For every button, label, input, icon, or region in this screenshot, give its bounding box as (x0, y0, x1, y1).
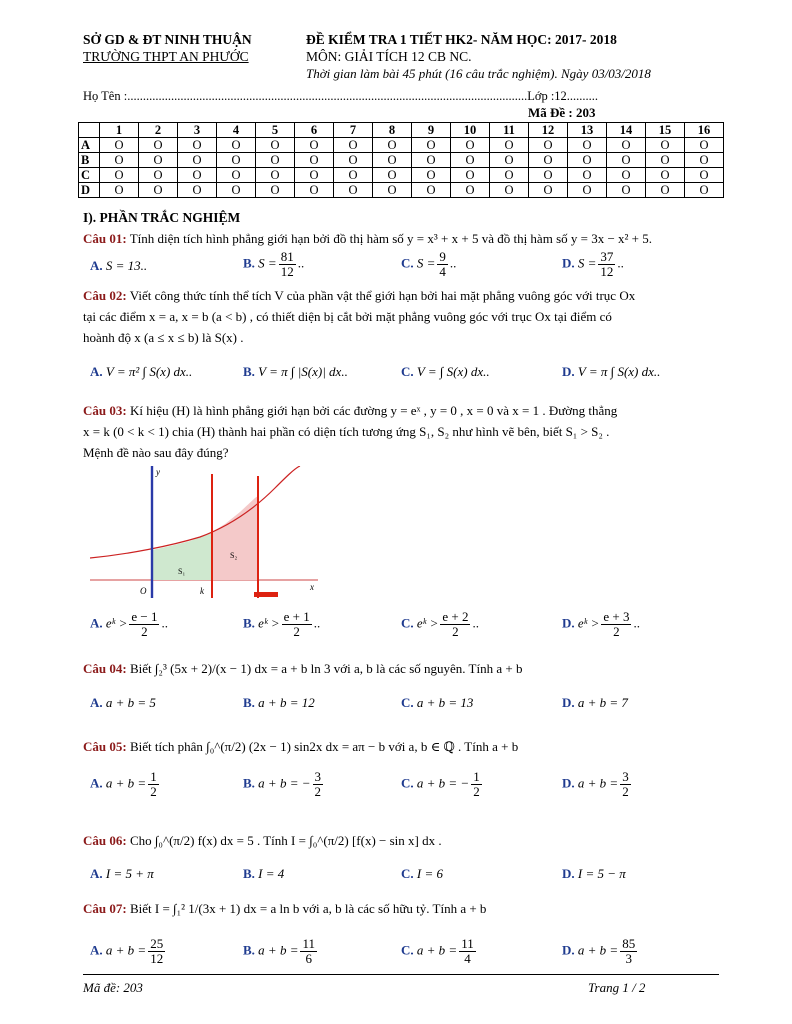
option-letter: C. (401, 255, 414, 271)
option-letter: B. (243, 364, 255, 379)
option-letter: C. (401, 615, 414, 631)
numerator: 85 (622, 936, 636, 951)
option-letter: B. (243, 775, 255, 791)
answer-bubble[interactable]: O (256, 183, 295, 198)
answer-bubble[interactable]: O (373, 183, 412, 198)
denominator: 2 (622, 784, 629, 799)
option-text: a + b = − (258, 775, 311, 791)
answer-bubble[interactable]: O (529, 153, 568, 168)
option-text: V = π ∫ S(x) dx.. (577, 364, 661, 379)
answer-bubble[interactable]: O (256, 153, 295, 168)
question-5 (83, 736, 719, 757)
answer-grid-header (79, 123, 724, 138)
q4-option-d[interactable] (562, 695, 628, 711)
question-1 (83, 228, 719, 249)
denominator: 12 (150, 951, 164, 966)
option-letter: A. (90, 258, 103, 273)
denominator: 12 (600, 264, 614, 279)
answer-bubble[interactable]: O (646, 138, 685, 153)
answer-bubble[interactable]: O (139, 153, 178, 168)
question-label: Câu 02: (83, 288, 127, 303)
answer-bubble[interactable]: O (529, 168, 568, 183)
grid-col-header: 15 (646, 123, 685, 138)
option-text: a + b = 12 (258, 695, 315, 710)
numerator: 9 (439, 249, 446, 264)
question-label: Câu 04: (83, 661, 127, 676)
origin-label: O (140, 586, 147, 596)
denominator: 4 (464, 951, 471, 966)
answer-bubble[interactable]: O (412, 168, 451, 183)
denominator: 2 (293, 624, 300, 639)
denominator: 2 (141, 624, 148, 639)
question-text: tại các điểm x = a, x = b (a < b) , có thiết diện bị cắt bởi mặt phẳng vuông góc với trục Ox tại điểm có (83, 309, 612, 324)
option-letter: D. (562, 695, 575, 710)
numerator: 3 (314, 769, 321, 784)
q1-option-c[interactable]: C. S = $\frac{9}{4}$ .. (401, 249, 457, 279)
q7-option-c[interactable] (401, 937, 478, 966)
grid-row-label: C (79, 168, 100, 183)
exam-time: Thời gian làm bài 45 phút (16 câu trắc nghiệm). Ngày 03/03/2018 (306, 66, 651, 81)
answer-bubble[interactable]: O (373, 168, 412, 183)
option-text: V = π² ∫ S(x) dx.. (105, 364, 193, 379)
q3-option-a[interactable]: A. eᵏ > $\frac{e - 1}{2}$ .. (90, 609, 168, 639)
fraction (598, 250, 615, 279)
fraction (620, 937, 637, 966)
answer-bubble[interactable]: O (451, 183, 490, 198)
option-text: eᵏ > (105, 615, 128, 631)
option-text: eᵏ > (258, 615, 280, 631)
option-letter: D. (562, 866, 575, 881)
question-text: Mệnh đề nào sau đây đúng? (83, 445, 229, 460)
option-text: a + b = 5 (105, 695, 156, 710)
option-text: a + b = (105, 942, 147, 958)
denominator: 2 (150, 784, 157, 799)
question-text: Biết ∫₂³ (5x + 2)/(x − 1) dx = a + b ln 3 với a, b là các số nguyên. Tính a + b (129, 661, 523, 676)
q7-option-d[interactable] (562, 937, 639, 966)
denominator: 2 (613, 624, 620, 639)
q1-option-a[interactable] (90, 258, 147, 274)
answer-bubble[interactable]: O (685, 183, 724, 198)
option-text: V = ∫ S(x) dx.. (416, 364, 490, 379)
option-letter: D. (562, 775, 575, 791)
answer-grid-row (79, 183, 724, 198)
option-letter: C. (401, 942, 414, 958)
question-3 (83, 400, 719, 463)
answer-bubble[interactable]: O (412, 183, 451, 198)
answer-bubble[interactable]: O (100, 153, 139, 168)
grid-col-header: 16 (685, 123, 724, 138)
option-text: a + b = 13 (416, 695, 474, 710)
grid-col-header: 7 (334, 123, 373, 138)
exam-code: Mã Đề : 203 (528, 105, 596, 120)
answer-bubble[interactable]: O (217, 168, 256, 183)
option-letter: C. (401, 364, 414, 379)
footer-exam-code: Mã đề: 203 (83, 980, 143, 995)
grid-col-header: 9 (412, 123, 451, 138)
exam-subject: MÔN: GIẢI TÍCH 12 CB NC. (306, 49, 472, 64)
answer-bubble[interactable]: O (607, 183, 646, 198)
question-label: Câu 01: (83, 231, 127, 246)
answer-bubble[interactable]: O (412, 138, 451, 153)
fraction (471, 770, 482, 799)
fraction (279, 250, 296, 279)
answer-bubble[interactable]: O (139, 168, 178, 183)
question-text: Kí hiệu (H) là hình phẳng giới hạn bởi các đường y = eˣ , y = 0 , x = 0 và x = 1 . Đường thẳng (129, 403, 618, 418)
question-text: Biết tích phân ∫₀^(π/2) (2x − 1) sin2x dx = aπ − b với a, b ∈ ℚ . Tính a + b (129, 739, 519, 754)
option-text: I = 5 + π (105, 866, 154, 881)
question-7 (83, 898, 719, 919)
denominator: 4 (439, 264, 446, 279)
option-text: I = 5 − π (577, 866, 626, 881)
numerator: 25 (150, 936, 164, 951)
answer-bubble[interactable]: O (451, 153, 490, 168)
grid-col-header: 3 (178, 123, 217, 138)
grid-col-header: 6 (295, 123, 334, 138)
option-letter: D. (562, 942, 575, 958)
option-text: S = (258, 255, 277, 271)
q6-option-b[interactable] (243, 866, 284, 882)
question-text: Tính diện tích hình phẳng giới hạn bởi đồ thị hàm số y = x³ + x + 5 và đồ thị hàm số y = 3x − x² + 5. (129, 231, 653, 246)
answer-bubble[interactable]: O (529, 138, 568, 153)
option-text: S = 13.. (105, 258, 148, 273)
answer-bubble[interactable]: O (568, 183, 607, 198)
question-6 (83, 830, 719, 851)
answer-bubble[interactable]: O (178, 168, 217, 183)
grid-col-header: 10 (451, 123, 490, 138)
option-letter: C. (401, 866, 414, 881)
option-text: a + b = (577, 942, 619, 958)
option-letter: D. (562, 364, 575, 379)
option-text: I = 6 (416, 866, 443, 881)
answer-bubble[interactable]: O (334, 153, 373, 168)
answer-bubble[interactable]: O (295, 168, 334, 183)
q5-option-d[interactable] (562, 770, 633, 799)
numerator: 1 (473, 769, 480, 784)
answer-bubble[interactable]: O (178, 138, 217, 153)
numerator: e + 3 (603, 609, 630, 624)
option-text: S = (416, 255, 436, 271)
option-text: a + b = (105, 775, 147, 791)
s1-label: S₁ (178, 567, 186, 576)
q2-option-a[interactable] (90, 364, 192, 380)
question-text: Biết I = ∫₁² 1/(3x + 1) dx = a ln b với a, b là các số hữu tỷ. Tính a + b (129, 901, 487, 916)
option-text: eᵏ > (577, 615, 600, 631)
grid-col-header: 11 (490, 123, 529, 138)
answer-bubble[interactable]: O (295, 183, 334, 198)
answer-bubble[interactable]: O (256, 138, 295, 153)
option-letter: C. (401, 695, 414, 710)
grid-col-header: 14 (607, 123, 646, 138)
answer-bubble[interactable]: O (490, 183, 529, 198)
fraction (282, 610, 312, 639)
x-axis-label: x (310, 582, 314, 592)
k-label: k (200, 586, 204, 596)
option-text: a + b = − (416, 775, 470, 791)
question-text: hoành độ x (a ≤ x ≤ b) là S(x) . (83, 330, 244, 345)
exam-title: ĐỀ KIỂM TRA 1 TIẾT HK2- NĂM HỌC: 2017- 2018 (306, 32, 617, 47)
answer-bubble[interactable]: O (646, 183, 685, 198)
option-letter: B. (243, 866, 255, 881)
option-text: a + b = (416, 942, 458, 958)
denominator: 2 (452, 624, 459, 639)
q4-option-c[interactable] (401, 695, 473, 711)
q5-option-c[interactable] (401, 770, 484, 799)
q3-option-d[interactable]: D. eᵏ > $\frac{e + 3}{2}$ .. (562, 609, 640, 639)
fraction (601, 610, 631, 639)
answer-bubble[interactable]: O (646, 153, 685, 168)
question-text: x = k (0 < k < 1) chia (H) thành hai phần có diện tích tương ứng S₁, S₂ như hình vẽ bên, biết S₁ > S₂ . (83, 424, 610, 439)
q5-option-b[interactable] (243, 770, 325, 799)
option-letter: A. (90, 866, 103, 881)
option-letter: B. (243, 255, 255, 271)
numerator: 1 (150, 769, 157, 784)
question-label: Câu 07: (83, 901, 127, 916)
numerator: e − 1 (131, 609, 158, 624)
option-letter: B. (243, 615, 255, 631)
fraction (437, 250, 448, 279)
answer-bubble[interactable]: O (373, 138, 412, 153)
answer-bubble[interactable]: O (178, 153, 217, 168)
answer-grid-row (79, 168, 724, 183)
option-letter: A. (90, 775, 103, 791)
grid-col-header: 5 (256, 123, 295, 138)
option-letter: B. (243, 942, 255, 958)
grid-row-label: A (79, 138, 100, 153)
answer-bubble[interactable]: O (412, 153, 451, 168)
q1-option-d[interactable]: D. S = $\frac{37}{12}$ .. (562, 249, 624, 279)
fraction (440, 610, 470, 639)
s2-label: S₂ (230, 551, 238, 560)
answer-bubble[interactable]: O (646, 168, 685, 183)
numerator: 3 (622, 769, 629, 784)
answer-bubble[interactable]: O (568, 153, 607, 168)
answer-bubble[interactable]: O (607, 138, 646, 153)
option-letter: A. (90, 695, 103, 710)
answer-bubble[interactable]: O (607, 153, 646, 168)
answer-bubble[interactable]: O (256, 168, 295, 183)
answer-bubble[interactable]: O (100, 183, 139, 198)
grid-col-header: 13 (568, 123, 607, 138)
answer-bubble[interactable]: O (568, 168, 607, 183)
exponential-area-graph (90, 466, 320, 602)
answer-bubble[interactable]: O (217, 138, 256, 153)
answer-bubble[interactable]: O (451, 138, 490, 153)
option-text: eᵏ > (416, 615, 439, 631)
answer-bubble[interactable]: O (373, 153, 412, 168)
option-text: S = (577, 255, 597, 271)
q5-option-a[interactable] (90, 770, 161, 799)
answer-bubble[interactable]: O (490, 153, 529, 168)
answer-bubble[interactable]: O (451, 168, 490, 183)
q2-option-c[interactable] (401, 364, 490, 380)
footer-page-number: Trang 1 / 2 (588, 980, 646, 995)
answer-bubble[interactable]: O (685, 153, 724, 168)
grid-row-label: D (79, 183, 100, 198)
q6-option-d[interactable] (562, 866, 626, 882)
denominator: 3 (625, 951, 632, 966)
grid-col-header: 1 (100, 123, 139, 138)
numerator: 81 (280, 249, 294, 264)
answer-bubble[interactable]: O (217, 153, 256, 168)
answer-bubble[interactable]: O (139, 183, 178, 198)
option-letter: A. (90, 942, 103, 958)
q4-option-a[interactable] (90, 695, 156, 711)
answer-bubble[interactable]: O (295, 153, 334, 168)
answer-bubble[interactable]: O (178, 183, 217, 198)
q3-option-c[interactable]: C. eᵏ > $\frac{e + 2}{2}$ .. (401, 609, 479, 639)
q6-option-c[interactable] (401, 866, 443, 882)
q2-option-d[interactable] (562, 364, 660, 380)
question-label: Câu 03: (83, 403, 127, 418)
q2-option-b[interactable] (243, 364, 348, 380)
fraction (620, 770, 631, 799)
question-text: Cho ∫₀^(π/2) f(x) dx = 5 . Tính I = ∫₀^(π/2) [f(x) − sin x] dx . (129, 833, 442, 848)
denominator: 6 (305, 951, 312, 966)
section-title: I). PHẦN TRẮC NGHIỆM (83, 210, 241, 225)
denominator: 2 (314, 784, 321, 799)
answer-grid-row (79, 153, 724, 168)
question-2 (83, 285, 719, 348)
question-4 (83, 658, 719, 679)
answer-bubble[interactable]: O (100, 138, 139, 153)
student-name-line[interactable]: Họ Tên :................................................................................................................................Lớp :12.......... (83, 89, 599, 103)
answer-bubble[interactable]: O (490, 168, 529, 183)
school-name: TRƯỜNG THPT AN PHƯỚC (83, 49, 249, 64)
option-text: a + b = (258, 942, 299, 958)
q1-option-b[interactable]: B. S = $\frac{81}{12}$ .. (243, 249, 305, 279)
answer-bubble[interactable]: O (139, 138, 178, 153)
fraction (148, 937, 165, 966)
numerator: 11 (302, 936, 315, 951)
denominator: 12 (280, 264, 294, 279)
option-letter: A. (90, 364, 103, 379)
numerator: 37 (600, 249, 614, 264)
question-text: Viết công thức tính thể tích V của phần vật thể giới hạn bởi hai mặt phẳng vuông góc với trục Ox (129, 288, 636, 303)
numerator: e + 1 (283, 609, 310, 624)
fraction (313, 770, 324, 799)
answer-grid (78, 122, 724, 198)
numerator: e + 2 (442, 609, 469, 624)
q6-option-a[interactable] (90, 866, 154, 882)
school-department: SỞ GD & ĐT NINH THUẬN (83, 32, 252, 47)
numerator: 11 (461, 936, 474, 951)
q3-option-b[interactable]: B. eᵏ > $\frac{e + 1}{2}$ .. (243, 609, 321, 639)
answer-bubble[interactable]: O (490, 138, 529, 153)
answer-bubble[interactable]: O (568, 138, 607, 153)
option-letter: D. (562, 615, 575, 631)
fraction (300, 937, 317, 966)
fraction (148, 770, 159, 799)
denominator: 2 (473, 784, 480, 799)
answer-bubble[interactable]: O (295, 138, 334, 153)
fraction (459, 937, 476, 966)
option-letter: C. (401, 775, 414, 791)
option-text: V = π ∫ |S(x)| dx.. (258, 364, 348, 379)
answer-grid-row (79, 138, 724, 153)
option-text: a + b = 7 (577, 695, 628, 710)
q7-option-a[interactable] (90, 937, 167, 966)
footer-divider (83, 974, 719, 975)
question-label: Câu 05: (83, 739, 127, 754)
grid-col-header: 2 (139, 123, 178, 138)
grid-row-label: B (79, 153, 100, 168)
answer-bubble[interactable]: O (529, 183, 568, 198)
answer-bubble[interactable]: O (100, 168, 139, 183)
q7-option-b[interactable] (243, 937, 319, 966)
fraction (129, 610, 159, 639)
q4-option-b[interactable] (243, 695, 315, 711)
answer-bubble[interactable]: O (607, 168, 646, 183)
grid-col-header: 8 (373, 123, 412, 138)
option-text: a + b = (577, 775, 619, 791)
question-label: Câu 06: (83, 833, 127, 848)
option-letter: B. (243, 695, 255, 710)
marker-1 (254, 592, 278, 597)
grid-col-header: 12 (529, 123, 568, 138)
answer-bubble[interactable]: O (685, 168, 724, 183)
answer-bubble[interactable]: O (334, 183, 373, 198)
option-letter: A. (90, 615, 103, 631)
y-axis-label: y (156, 467, 160, 477)
option-text: I = 4 (258, 866, 285, 881)
option-letter: D. (562, 255, 575, 271)
answer-bubble[interactable]: O (334, 138, 373, 153)
answer-bubble[interactable]: O (685, 138, 724, 153)
answer-bubble[interactable]: O (217, 183, 256, 198)
answer-bubble[interactable]: O (334, 168, 373, 183)
grid-col-header: 4 (217, 123, 256, 138)
